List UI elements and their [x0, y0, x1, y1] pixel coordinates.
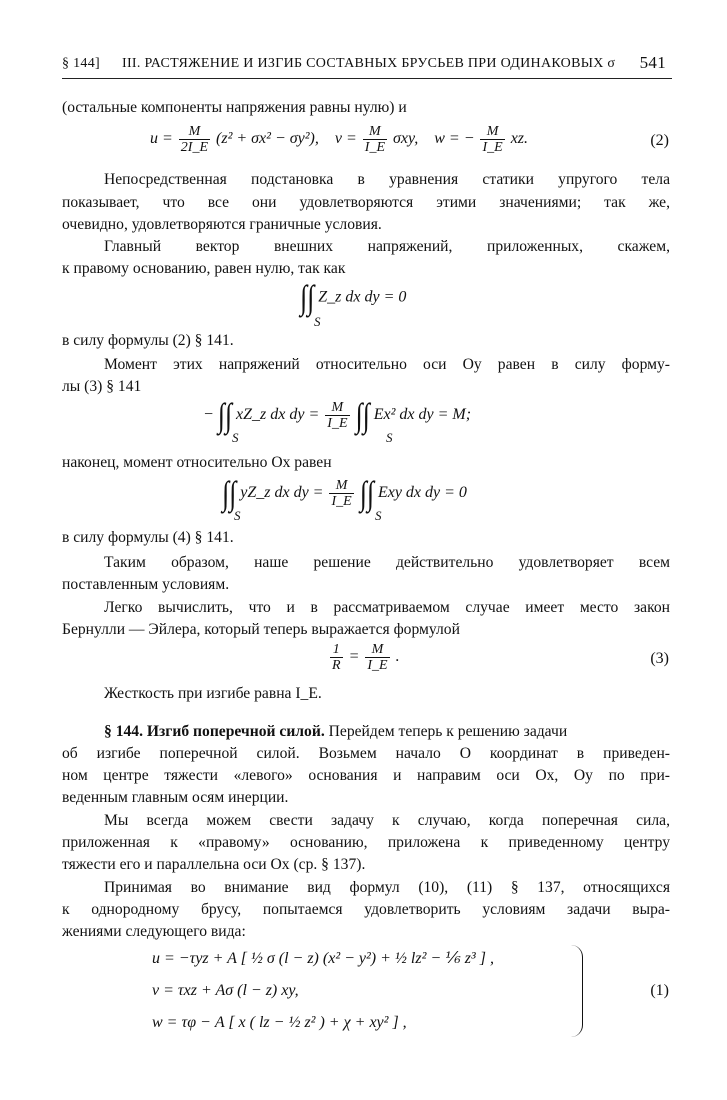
text-line: Момент этих напряжений относительно оси Oy равен в силу форму-	[104, 356, 670, 373]
numerator: M	[331, 400, 344, 415]
double-integral-sign: ∫∫	[222, 474, 237, 512]
integral-body: yZ_z dx dy =	[240, 484, 324, 502]
eq2-v-denominator: I_E	[364, 140, 385, 155]
equation-number: (3)	[650, 650, 669, 667]
text-line: Мы всегда можем свести задачу к случаю, когда поперечная сила,	[104, 812, 670, 829]
period: .	[395, 648, 400, 666]
text-line: Легко вычислить, что и в рассматриваемом случае имеет место закон	[104, 599, 670, 616]
text-line: к однородному брусу, попытаемся удовлетворить условиям задачи выра-	[62, 901, 670, 918]
equation-number: (1)	[650, 982, 669, 999]
text-line: наконец, момент относительно Ox равен	[62, 454, 332, 471]
fraction	[365, 642, 389, 673]
header-running-title: III. РАСТЯЖЕНИЕ И ИЗГИБ СОСТАВНЫХ БРУСЬЕВ ПРИ ОДИНАКОВЫХ σ	[122, 56, 616, 71]
minus-sign: −	[203, 406, 214, 424]
equation-2	[150, 124, 528, 155]
integral-limit: S	[232, 430, 239, 445]
text-line: ном центре тяжести «левого» основания и направим оси Ox, Oy по при-	[62, 767, 670, 784]
text-run: Перейдем теперь к решению задачи	[324, 723, 568, 740]
eq2-u-fraction	[179, 124, 210, 155]
integral-equation	[300, 278, 407, 317]
eq2-v-lhs: v =	[334, 130, 357, 148]
text-line: лы (3) § 141	[62, 378, 142, 395]
double-integral-sign: ∫∫	[217, 396, 233, 434]
fraction	[329, 478, 353, 509]
equation-1-row-u: u = −τyz + A [ ½ σ (l − z) (x² − y²) + ½ lz² − ⅙ z³ ] ,	[152, 950, 494, 967]
text-line: приложенная к «правому» основанию, приложена к приведенному центру	[62, 834, 670, 851]
eq2-w-lhs: w = −	[434, 130, 475, 148]
denominator: I_E	[327, 416, 348, 431]
integral-body: xZ_z dx dy =	[236, 406, 320, 424]
eq2-w-rhs: xz.	[510, 130, 529, 148]
section-heading-line	[104, 722, 670, 742]
text-line: (остальные компоненты напряжения равны нулю) и	[62, 99, 407, 116]
eq2-u-numerator: M	[188, 124, 201, 139]
integral-equation	[203, 396, 472, 434]
integral-body: Z_z dx dy = 0	[318, 288, 407, 306]
text-line: очевидно, удовлетворяются граничные условия.	[62, 216, 382, 233]
text-line: Принимая во внимание вид формул (10), (11) § 137, относящихся	[104, 879, 670, 896]
fraction	[330, 642, 343, 673]
text-line: показывает, что все они удовлетворяются этими значениями; так же,	[62, 194, 670, 211]
eq2-u-denominator: 2I_E	[180, 140, 209, 155]
running-header	[62, 52, 672, 79]
text-line: в силу формулы (4) § 141.	[62, 529, 234, 546]
fraction	[325, 400, 349, 431]
text-line: Таким образом, наше решение действительно удовлетворяет всем	[104, 554, 670, 571]
denominator: I_E	[331, 494, 352, 509]
right-brace	[568, 945, 583, 1037]
text-line: в силу формулы (2) § 141.	[62, 332, 234, 349]
integral-limit: S	[234, 508, 241, 523]
integral-body: Ex² dx dy = M;	[373, 406, 472, 424]
eq2-u-rhs: (z² + σx² − σy²),	[216, 130, 319, 148]
eq2-u-lhs: u =	[150, 130, 173, 148]
equation-1-row-v: v = τxz + Aσ (l − z) xy,	[152, 982, 299, 999]
header-section-ref: § 144]	[62, 56, 100, 71]
double-integral-sign: ∫∫	[359, 474, 374, 512]
text-line: Бернулли — Эйлера, который теперь выражается формулой	[62, 621, 460, 638]
text-line: к правому основанию, равен нулю, так как	[62, 260, 346, 277]
eq2-w-fraction	[480, 124, 504, 155]
text-line: тяжести его и параллельна оси Ox (ср. § 137).	[62, 856, 366, 873]
eq2-w-denominator: I_E	[482, 140, 503, 155]
integral-equation	[222, 474, 467, 512]
text-line: Жесткость при изгибе равна I_E.	[104, 685, 322, 702]
text-line: Непосредственная подстановка в уравнения статики упругого тела	[104, 171, 670, 188]
denominator: R	[332, 658, 341, 673]
eq2-w-numerator: M	[486, 124, 499, 139]
text-line: веденным главным осям инерции.	[62, 789, 289, 806]
eq2-v-fraction	[363, 124, 387, 155]
double-integral-sign: ∫∫	[300, 278, 315, 317]
equals-sign: =	[348, 648, 360, 666]
integral-limit: S	[386, 430, 393, 445]
integral-limit: S	[375, 508, 382, 523]
integral-limit: S	[314, 314, 321, 329]
double-integral-sign: ∫∫	[355, 396, 370, 434]
numerator: 1	[332, 642, 340, 657]
text-line: об изгибе поперечной силой. Возьмем начало O координат в приведен-	[62, 745, 670, 762]
equation-3	[328, 642, 400, 673]
section-heading: § 144. Изгиб поперечной силой.	[104, 723, 325, 740]
equation-number: (2)	[650, 132, 669, 149]
text-line: Главный вектор внешних напряжений, приложенных, скажем,	[104, 238, 670, 255]
page-number: 541	[639, 53, 666, 72]
numerator: M	[371, 642, 384, 657]
integral-body: Exy dx dy = 0	[377, 484, 467, 502]
text-line: поставленным условиям.	[62, 576, 230, 593]
eq2-v-numerator: M	[369, 124, 381, 139]
denominator: I_E	[367, 658, 388, 673]
numerator: M	[335, 478, 348, 493]
eq2-v-rhs: σxy,	[393, 130, 419, 148]
text-line: жениями следующего вида:	[62, 923, 246, 940]
equation-1-row-w: w = τφ − A [ x ( lz − ½ z² ) + χ + xy² ] ,	[152, 1014, 407, 1031]
